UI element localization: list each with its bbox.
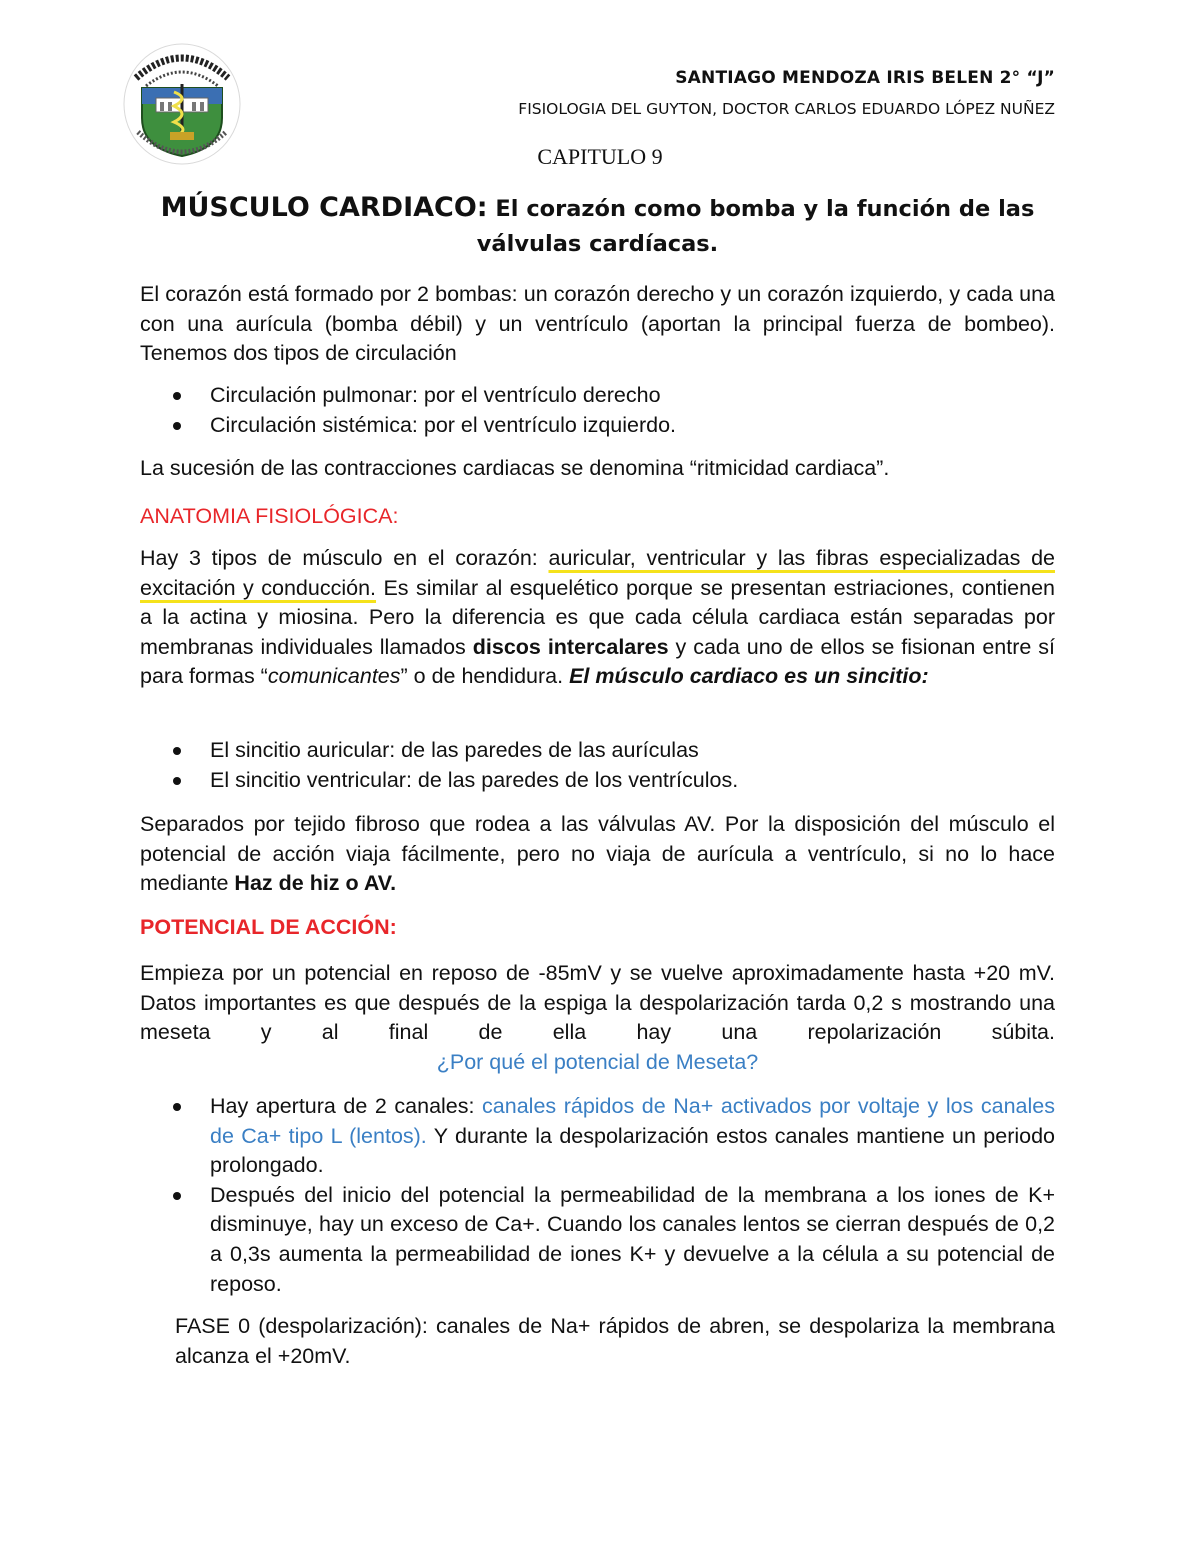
action-potential-paragraph: Empieza por un potencial en reposo de -85mV y se vuelve aproximadamente hasta +20 mV. Datos importantes es que después de la espiga la despolarización tarda 0,2 s mostrando una meseta y al final de ella hay una repolarización súbita. bbox=[140, 961, 1055, 1045]
list-item: Circulación pulmonar: por el ventrículo derecho bbox=[140, 381, 1055, 411]
action-potential-heading: POTENCIAL DE ACCIÓN: bbox=[140, 915, 397, 939]
document-title bbox=[140, 190, 1055, 262]
list-item: El sincitio ventricular: de las paredes de los ventrículos. bbox=[140, 766, 1055, 796]
list-item: Hay apertura de 2 canales: canales rápidos de Na+ activados por voltaje y los canales de Ca+ tipo L (lentos). Y durante la despolarización estos canales mantiene un periodo prolongado. bbox=[140, 1092, 1055, 1181]
anatomy-paragraph: Hay 3 tipos de músculo en el corazón: auricular, ventricular y las fibras especializadas de excitación y conducción. Es similar al esquelético porque se presentan estriaciones, contienen a la actina y miosina. Pero la diferencia es que cada célula cardiaca están separadas por membranas individuales llamados discos intercalares y cada uno de ellos se fisionan entre sí para formas “comunicantes” o de hendidura. El músculo cardiaco es un sincitio: bbox=[140, 546, 1056, 689]
bold-italic-statement: El músculo cardiaco es un sincitio: bbox=[569, 664, 929, 689]
chapter-heading: CAPITULO 9 bbox=[537, 144, 663, 169]
bullet-icon bbox=[173, 1192, 181, 1200]
channels-list bbox=[140, 1092, 1055, 1299]
phase-0-paragraph: FASE 0 (despolarización): canales de Na+ rápidos de abren, se despolariza la membrana alcanza el +20mV. bbox=[175, 1314, 1055, 1368]
bullet-icon bbox=[173, 747, 181, 755]
list-item: Después del inicio del potencial la permeabilidad de la membrana a los iones de K+ disminuye, hay un exceso de Ca+. Cuando los canales lentos se cierran después de 0,2 a 0,3s aumenta la permeabilidad de iones K+ y devuelve a la célula a su potencial de reposo. bbox=[140, 1181, 1055, 1299]
italic-term: comunicantes bbox=[267, 664, 401, 689]
title-main: MÚSCULO CARDIACO: bbox=[160, 192, 488, 223]
bullet-icon bbox=[173, 422, 181, 430]
highlighted-text: auricular, ventricular y las fibras especializadas de excitación y conducción. bbox=[140, 546, 1055, 600]
meseta-question: ¿Por qué el potencial de Meseta? bbox=[436, 1050, 759, 1074]
anatomy-heading: ANATOMIA FISIOLÓGICA: bbox=[140, 504, 399, 528]
bold-term: discos intercalares bbox=[472, 634, 669, 659]
list-item: El sincitio auricular: de las paredes de las aurículas bbox=[140, 736, 1055, 766]
title-subtitle: El corazón como bomba y la función de las válvulas cardíacas. bbox=[476, 196, 1035, 257]
list-item: Circulación sistémica: por el ventrículo izquierdo. bbox=[140, 411, 1055, 441]
intro-paragraph: El corazón está formado por 2 bombas: un corazón derecho y un corazón izquierdo, y cada una con una aurícula (bomba débil) y un ventrículo (aportan la principal fuerza de bombeo). Tenemos dos tipos de circulación bbox=[140, 282, 1055, 366]
circulation-list bbox=[140, 381, 1055, 440]
blue-highlight-text: canales rápidos de Na+ activados por voltaje y los canales de Ca+ tipo L (lentos). bbox=[210, 1094, 1055, 1148]
syncytium-list bbox=[140, 736, 1055, 795]
bold-term: Haz de hiz o AV. bbox=[234, 871, 397, 896]
bullet-icon bbox=[173, 777, 181, 785]
bullet-icon bbox=[173, 392, 181, 400]
rhythm-paragraph: La sucesión de las contracciones cardiacas se denomina “ritmicidad cardiaca”. bbox=[140, 456, 890, 480]
separation-paragraph: Separados por tejido fibroso que rodea a las válvulas AV. Por la disposición del músculo el potencial de acción viaja fácilmente, pero no viaja de aurícula a ventrículo, si no lo hace mediante Haz de hiz o AV. bbox=[140, 812, 1055, 896]
book-reference: FISIOLOGIA DEL GUYTON, DOCTOR CARLOS EDUARDO LÓPEZ NUÑEZ bbox=[518, 100, 1055, 118]
author-line: SANTIAGO MENDOZA IRIS BELEN 2° “J” bbox=[675, 68, 1055, 88]
bullet-icon bbox=[173, 1103, 181, 1111]
